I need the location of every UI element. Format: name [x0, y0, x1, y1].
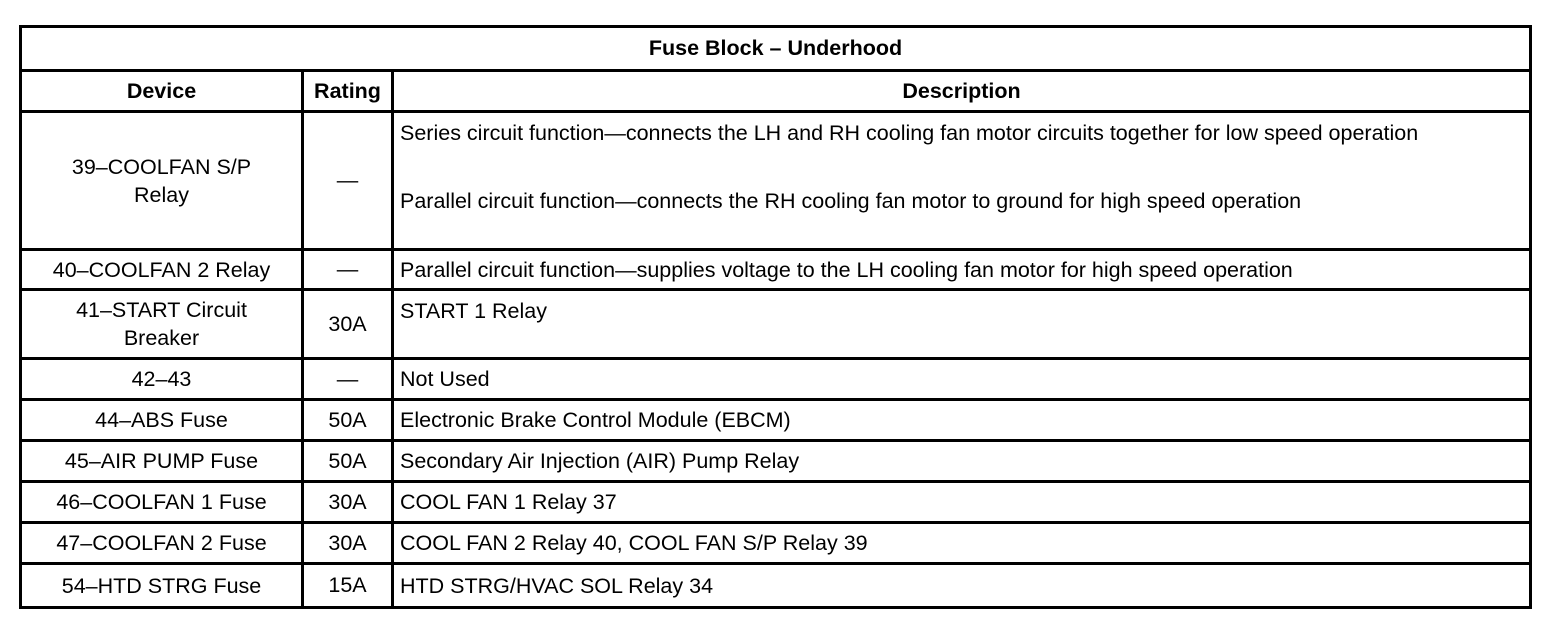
table-row — [22, 251, 1529, 291]
description-cell: Not Used — [394, 360, 1529, 401]
device-name-line: Relay — [134, 182, 189, 207]
table-row — [22, 113, 1529, 251]
rating-cell: — — [304, 113, 394, 251]
device-cell — [22, 113, 304, 251]
description-cell — [394, 113, 1529, 251]
rating-cell: 50A — [304, 442, 394, 483]
description-cell: HTD STRG/HVAC SOL Relay 34 — [400, 573, 714, 598]
rating-cell: — — [304, 251, 394, 291]
rating-cell: 50A — [304, 401, 394, 442]
table-row — [22, 442, 1529, 483]
description-spacer — [400, 147, 1523, 187]
description-cell: Secondary Air Injection (AIR) Pump Relay — [394, 442, 1529, 483]
device-cell: 54–HTD STRG Fuse — [22, 565, 304, 606]
device-name-line: 39–COOLFAN S/P — [71, 154, 252, 179]
device-cell: 40–COOLFAN 2 Relay — [22, 251, 304, 291]
table-header-row — [22, 72, 1529, 113]
table-row — [22, 483, 1529, 524]
device-cell: 47–COOLFAN 2 Fuse — [22, 524, 304, 565]
device-cell: 45–AIR PUMP Fuse — [22, 442, 304, 483]
description-cell: Parallel circuit function—supplies voltage to the LH cooling fan motor for high speed operation — [394, 251, 1529, 291]
table-title: Fuse Block – Underhood — [22, 28, 1529, 72]
fuse-block-table — [19, 25, 1532, 609]
description-text: Series circuit function—connects the LH and RH cooling fan motor circuits together for low speed operation — [400, 121, 1419, 145]
device-name-line: Breaker — [123, 326, 200, 350]
table-row — [22, 565, 1529, 606]
rating-cell: 15A — [304, 565, 394, 606]
device-cell: 42–43 — [22, 360, 304, 401]
device-cell — [22, 291, 304, 360]
rating-cell: — — [304, 360, 394, 401]
rating-cell: 30A — [304, 483, 394, 524]
header-description: Description — [394, 72, 1529, 113]
device-cell: 46–COOLFAN 1 Fuse — [22, 483, 304, 524]
header-rating: Rating — [304, 72, 394, 113]
rating-cell: 30A — [304, 291, 394, 360]
table-row — [22, 401, 1529, 442]
description-cell: COOL FAN 1 Relay 37 — [394, 483, 1529, 524]
device-cell: 44–ABS Fuse — [22, 401, 304, 442]
rating-cell: 30A — [304, 524, 394, 565]
description-cell: Electronic Brake Control Module (EBCM) — [394, 401, 1529, 442]
table-row — [22, 360, 1529, 401]
table-title-row — [22, 28, 1529, 72]
description-text: Parallel circuit function—connects the RH cooling fan motor to ground for high speed operation — [400, 189, 1302, 213]
header-device: Device — [22, 72, 304, 113]
description-cell: COOL FAN 2 Relay 40, COOL FAN S/P Relay 39 — [394, 524, 1529, 565]
device-name-line: 41–START Circuit — [76, 298, 247, 322]
table-row — [22, 291, 1529, 360]
description-cell: START 1 Relay — [394, 291, 1529, 360]
table-row — [22, 524, 1529, 565]
